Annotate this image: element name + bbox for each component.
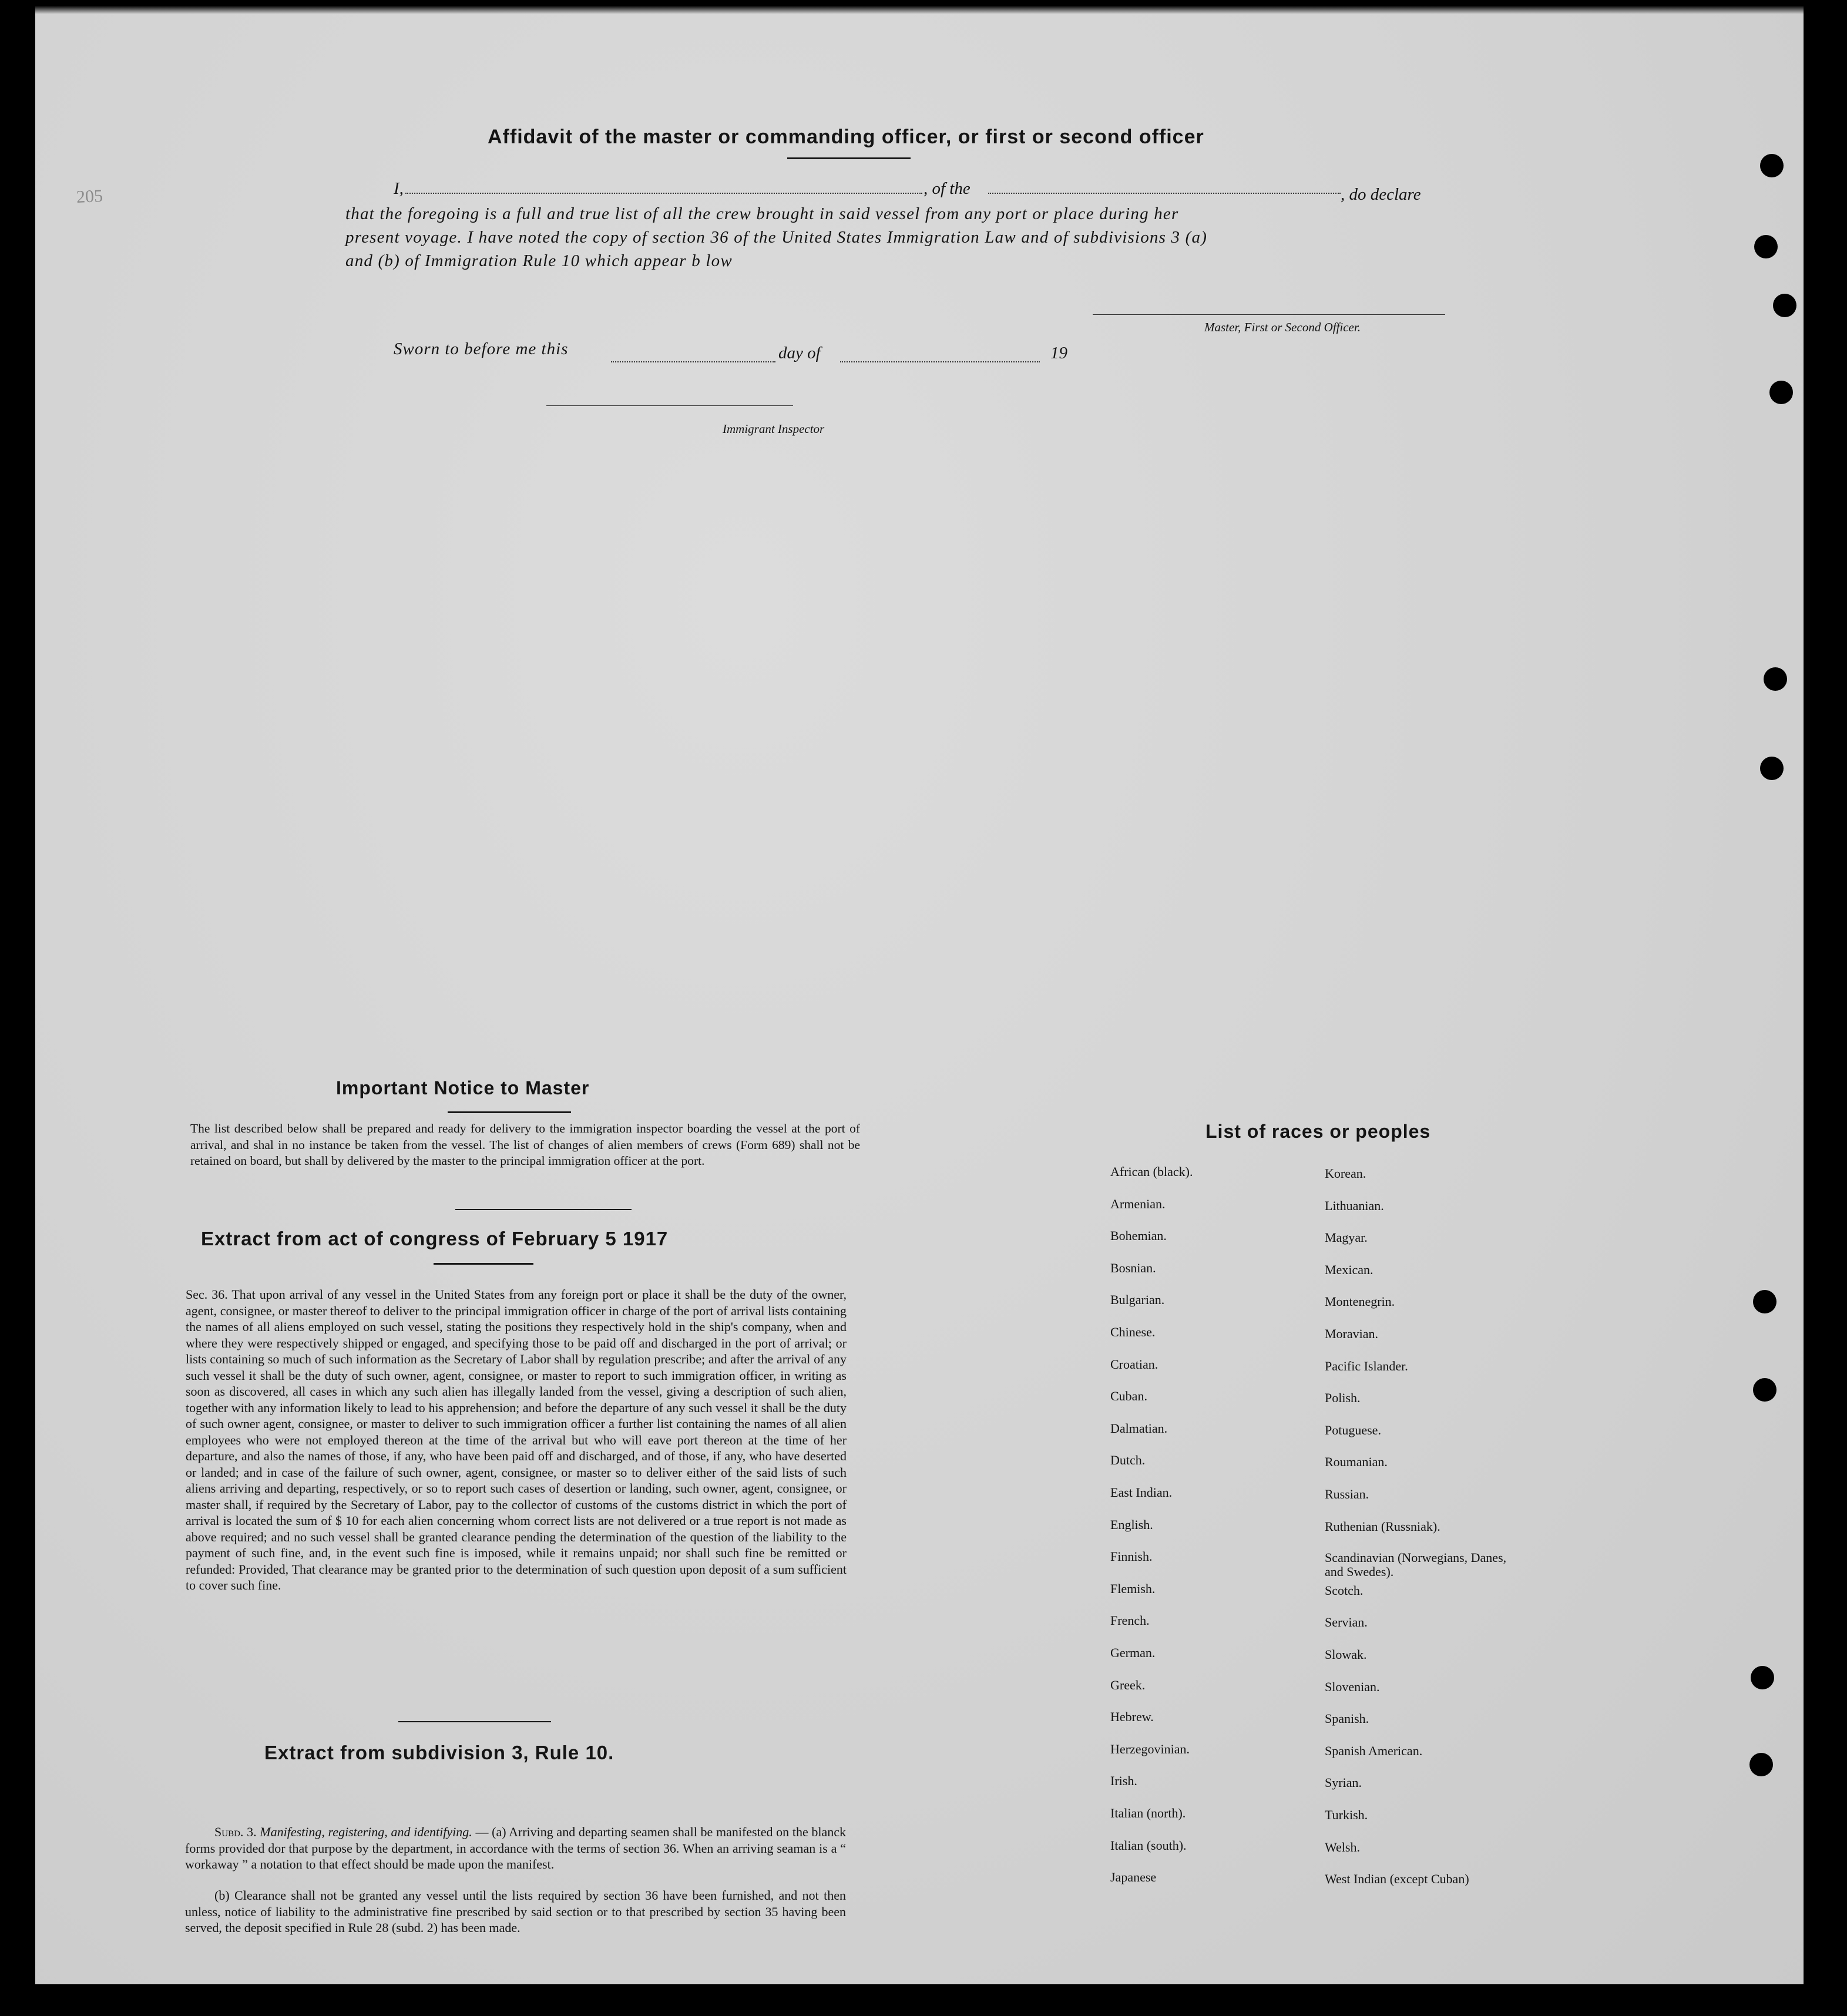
race-item: Slowak. bbox=[1325, 1647, 1367, 1662]
race-item: Hebrew. bbox=[1110, 1709, 1154, 1725]
race-item: Cuban. bbox=[1110, 1389, 1147, 1404]
subd-3-lead: Subd. 3. bbox=[214, 1825, 257, 1839]
sworn-month-field[interactable] bbox=[840, 361, 1040, 362]
subd-3a-text bbox=[185, 1824, 846, 1873]
subd-3b-text: (b) Clearance shall not be granted any vessel until the lists required by section 36 have been furnished, and not then unless, notice of liability to the administrative fine prescribed by said section or to that prescribed by section 35 having been served, the deposit specified in Rule 28 (subd. 2) has been made. bbox=[185, 1888, 846, 1935]
inspector-label: Immigrant Inspector bbox=[723, 422, 825, 436]
race-item: Herzegovinian. bbox=[1110, 1741, 1190, 1756]
race-item: Chinese. bbox=[1110, 1325, 1156, 1339]
race-item: Spanish American. bbox=[1325, 1743, 1423, 1758]
extract-rule-title: Extract from subdivision 3, Rule 10. bbox=[264, 1742, 614, 1763]
race-item: Spanish. bbox=[1325, 1711, 1369, 1726]
race-item: Mexican. bbox=[1325, 1262, 1374, 1277]
subd-3-italic: Manifesting, registering, and identifying. bbox=[260, 1825, 472, 1839]
vessel-name-field[interactable] bbox=[988, 193, 1341, 194]
race-item: Pacific Islander. bbox=[1325, 1358, 1408, 1373]
binder-hole bbox=[1760, 154, 1784, 177]
race-item: Bosnian. bbox=[1110, 1260, 1156, 1275]
race-item: Dalmatian. bbox=[1110, 1420, 1168, 1436]
race-item: Magyar. bbox=[1325, 1230, 1368, 1245]
race-item: Scandinavian (Norwegians, Danes, and Swedes). bbox=[1325, 1550, 1507, 1580]
race-item: Ruthenian (Russniak). bbox=[1325, 1518, 1440, 1534]
race-item: Italian (south). bbox=[1110, 1837, 1187, 1853]
race-item: English. bbox=[1110, 1517, 1153, 1532]
subd-3a-body: — (a) Arriving and departing seamen shall be manifested on the blanck forms provided dor that purpose by the department, in accordance with the terms of section 36. When an arriving seaman is a “ workaway ” a notation to that effect should be made upon the manifest. bbox=[185, 1825, 847, 1871]
race-item: Polish. bbox=[1325, 1390, 1361, 1406]
binder-hole bbox=[1754, 235, 1778, 258]
race-item: Italian (north). bbox=[1110, 1806, 1186, 1820]
race-item: Armenian. bbox=[1110, 1196, 1166, 1211]
notice-text: The list described below shall be prepared and ready for delivery to the immigration inspector boarding the vessel at the port of arrival, and shal in no instance be taken from the vessel. The list of changes of alien members of crews (Form 689) shall not be retained on board, but shall by delivered by the master to the principal immigration officer at the port. bbox=[190, 1121, 860, 1168]
binder-hole bbox=[1753, 1290, 1777, 1313]
race-item: Slovenian. bbox=[1325, 1679, 1380, 1694]
ghost-text bbox=[106, 517, 1633, 1163]
race-item: Bohemian. bbox=[1110, 1228, 1167, 1244]
do-declare-label: , do declare bbox=[1341, 185, 1421, 204]
race-item: Dutch. bbox=[1110, 1453, 1146, 1468]
race-item: Bulgarian. bbox=[1110, 1292, 1165, 1308]
race-item: Finnish. bbox=[1110, 1549, 1153, 1564]
of-the-label: , of the bbox=[924, 179, 970, 198]
bottom-edge-shadow bbox=[35, 1984, 1804, 2016]
sworn-day-field[interactable] bbox=[611, 361, 775, 362]
races-left-column bbox=[1110, 1164, 1322, 1904]
top-edge-shadow bbox=[35, 0, 1804, 14]
binder-hole bbox=[1751, 1666, 1774, 1689]
margin-note: 205 bbox=[76, 186, 103, 207]
race-item: Roumanian. bbox=[1325, 1454, 1388, 1470]
year-prefix: 19 bbox=[1050, 344, 1067, 362]
title-rule bbox=[787, 157, 911, 159]
binder-hole bbox=[1760, 757, 1784, 780]
inspector-signature-line[interactable] bbox=[546, 405, 793, 406]
race-item: Korean. bbox=[1325, 1166, 1366, 1181]
signature-field[interactable] bbox=[1093, 314, 1445, 315]
race-item: French. bbox=[1110, 1613, 1150, 1628]
race-item: Moravian. bbox=[1325, 1326, 1379, 1341]
race-item: Potuguese. bbox=[1325, 1422, 1381, 1437]
races-right-column bbox=[1325, 1166, 1571, 1906]
binder-hole bbox=[1769, 381, 1793, 404]
declarant-label: I, bbox=[394, 179, 404, 198]
binder-hole bbox=[1764, 667, 1787, 691]
extract-act-rule bbox=[434, 1263, 533, 1265]
binder-hole bbox=[1749, 1753, 1773, 1776]
affidavit-line-3: and (b) of Immigration Rule 10 which appear b low bbox=[345, 251, 733, 270]
race-item: Welsh. bbox=[1325, 1839, 1360, 1854]
race-item: Scotch. bbox=[1325, 1582, 1364, 1598]
race-item: Servian. bbox=[1325, 1615, 1368, 1630]
section-36-text: Sec. 36. That upon arrival of any vessel in the United States from any foreign port or place it shall be the duty of the owner, agent, consignee, or master thereof to deliver to the principal immigration officer in charge of the port of arrival lists containing the names of all aliens employed on such vessel, stating the positions they respectively hold in the ship's company, when and where they were respectively shipped or engaged, and specifying those to be paid off and discharged in the port of arrival; or lists containing so much of such information as the Secretary of Labor shall by regulation prescribe; and after the arrival of any such vessel it shall be the duty of such owner, agent, consignee, or master to report to such immigration officer, in writing as soon as discovered, all cases in which any such alien has illegally landed from the vessel, giving a description of such alien, together with any information likely to lead to his apprehension; and before the departure of any such vessel it shall be the duty of such owner agent, consignee, or master to deliver to such immigration officer a further list containing the names of all alien employees who were not employed thereon at the time of the arrival but who will eave port thereon at the time of her departure, and also the names of those, if any, who have been paid off and discharged, and of those, if any, who have deserted or landed; and in case of the failure of such owner, agent, consignee, or master so to deliver either of the said lists of such aliens arriving and departing, respectively, or so to report such cases of desertion or landing, such owner, agent, consignee, or master shall, if required by the Secretary of Labor, pay to the collector of customs of the customs district in which the port of arrival is located the sum of $ 10 for each alien concerning whom correct lists are not delivered or a true report is not made as above required; and no such vessel shall be granted clearance pending the determination of the question of the liability to the payment of such fine, and, in the event such fine is imposed, while it remains unpaid; nor shall such fine be remitted or refunded: Provided, That clearance may be granted prior to the determination of such question upon deposit of a sum sufficient to cover such fine. bbox=[186, 1287, 847, 1592]
race-item: Greek. bbox=[1110, 1677, 1146, 1692]
notice-title: Important Notice to Master bbox=[336, 1077, 590, 1098]
race-item: German. bbox=[1110, 1645, 1156, 1660]
race-item: Turkish. bbox=[1325, 1807, 1368, 1822]
race-item: Irish. bbox=[1110, 1773, 1137, 1789]
race-item: Flemish. bbox=[1110, 1581, 1156, 1596]
declarant-name-field[interactable] bbox=[405, 193, 922, 194]
race-item: Lithuanian. bbox=[1325, 1198, 1384, 1213]
signature-label: Master, First or Second Officer. bbox=[1204, 320, 1361, 334]
sworn-before-label: Sworn to before me this bbox=[394, 340, 569, 358]
race-item: African (black). bbox=[1110, 1164, 1193, 1179]
race-item: Montenegrin. bbox=[1325, 1294, 1395, 1309]
races-title: List of races or peoples bbox=[1205, 1121, 1431, 1142]
section-36-bottom-rule bbox=[398, 1721, 551, 1722]
binder-hole bbox=[1773, 294, 1796, 317]
race-item: Japanese bbox=[1110, 1870, 1157, 1885]
form-page bbox=[35, 0, 1804, 1997]
binder-hole bbox=[1753, 1378, 1777, 1402]
race-item: Syrian. bbox=[1325, 1775, 1362, 1790]
race-item: Russian. bbox=[1325, 1487, 1369, 1501]
day-of-label: day of bbox=[778, 344, 821, 362]
race-item: West Indian (except Cuban) bbox=[1325, 1871, 1469, 1887]
race-item: East Indian. bbox=[1110, 1485, 1173, 1500]
race-item: Croatian. bbox=[1110, 1356, 1158, 1372]
notice-bottom-rule bbox=[455, 1209, 632, 1210]
affidavit-title: Affidavit of the master or commanding officer, or first or second officer bbox=[488, 126, 1204, 148]
affidavit-line-1: that the foregoing is a full and true list of all the crew brought in said vessel from any port or place during her bbox=[345, 204, 1179, 223]
extract-act-title: Extract from act of congress of February 5 1917 bbox=[201, 1228, 669, 1249]
affidavit-line-2: present voyage. I have noted the copy of section 36 of the United States Immigration Law and of subdivisions 3 (a) bbox=[345, 228, 1208, 247]
